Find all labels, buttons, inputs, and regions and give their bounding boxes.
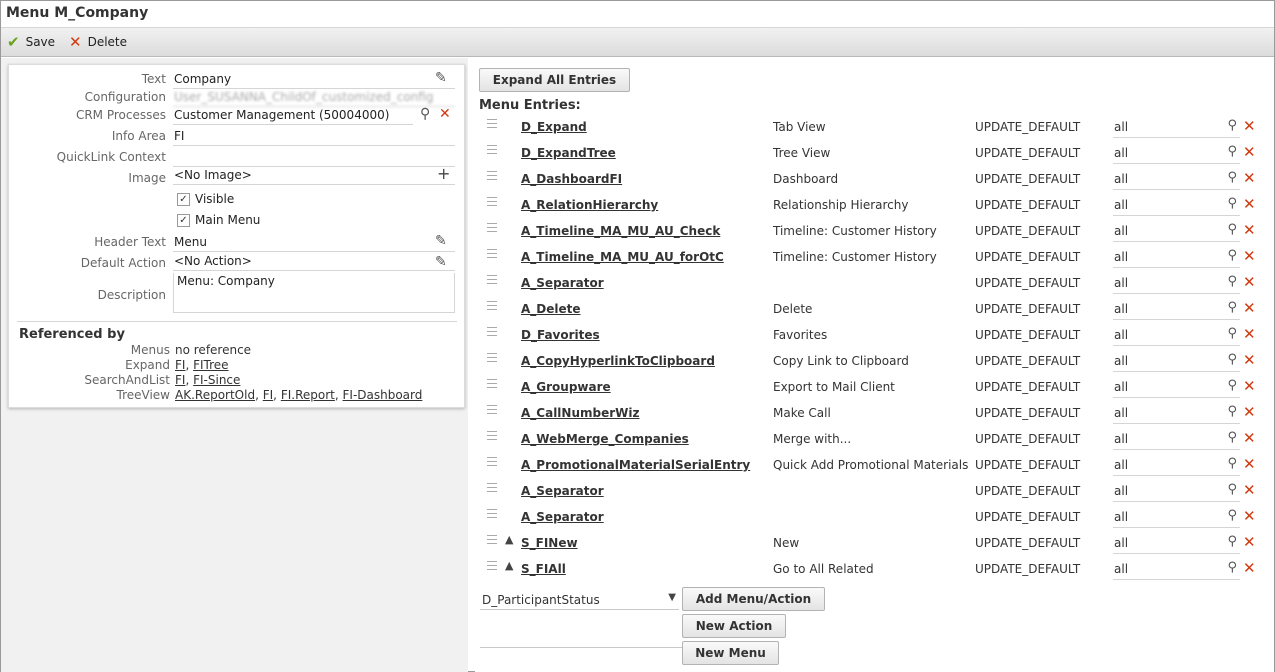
menu-entry-scope-field[interactable] (1113, 430, 1240, 450)
menu-entry-row (475, 532, 1274, 558)
menu-entry-label: Timeline: Customer History (773, 224, 937, 238)
close-icon[interactable]: ✕ (1243, 221, 1256, 239)
close-icon[interactable]: ✕ (1243, 117, 1256, 135)
menu-entry-name[interactable]: S_FIAll (521, 562, 566, 576)
new-menu-button[interactable]: New Menu (682, 641, 779, 665)
select-value: D_ParticipantStatus (482, 593, 600, 607)
search-icon[interactable]: ⚲ (1227, 248, 1237, 263)
menu-entry-row (475, 220, 1274, 246)
scope-value: all (1114, 562, 1129, 576)
drag-handle-icon[interactable] (487, 379, 497, 388)
drag-handle-icon[interactable] (487, 301, 497, 310)
scope-value: all (1114, 380, 1129, 394)
menu-entry-row (475, 272, 1274, 298)
scope-value: all (1114, 458, 1129, 472)
menu-entry-mode: UPDATE_DEFAULT (975, 354, 1081, 368)
ref-links: FI, FI-Since (175, 373, 241, 387)
checkbox-label: Main Menu (195, 213, 261, 227)
close-icon[interactable]: ✕ (1243, 351, 1256, 369)
menu-entry-label: Favorites (773, 328, 828, 342)
checkbox-check-icon: ✓ (177, 214, 190, 227)
crm-processes-field[interactable]: Customer Management (50004000) (173, 105, 413, 125)
pencil-icon[interactable]: ✎ (435, 233, 447, 249)
menu-entry-label: Go to All Related (773, 562, 874, 576)
field-label: Info Area (111, 129, 166, 143)
field-label: Header Text (94, 235, 166, 249)
menu-entry-scope-field[interactable] (1113, 222, 1240, 242)
new-action-button[interactable]: New Action (682, 614, 786, 638)
menu-entry-name[interactable]: A_Timeline_MA_MU_AU_forOtC (521, 250, 724, 264)
delete-button[interactable] (69, 34, 127, 50)
checkbox-check-icon: ✓ (177, 193, 190, 206)
menu-entry-name[interactable]: S_FINew (521, 536, 578, 550)
menu-entry-name[interactable]: A_RelationHierarchy (521, 198, 659, 212)
field-label: Image (128, 171, 166, 185)
field-quicklink-context (9, 147, 466, 167)
save-button[interactable] (7, 34, 55, 50)
scope-value: all (1114, 432, 1129, 446)
field-label: QuickLink Context (56, 150, 166, 164)
menu-entry-name[interactable]: D_Expand (521, 120, 587, 134)
ref-link[interactable]: FI-Since (193, 373, 241, 387)
close-icon[interactable]: ✕ (1243, 143, 1256, 161)
menu-entry-scope-field[interactable] (1113, 144, 1240, 164)
ref-link[interactable]: FI.Report (280, 388, 335, 402)
menu-entry-label: Quick Add Promotional Materials (773, 458, 969, 472)
search-icon[interactable]: ⚲ (1227, 534, 1237, 549)
menu-entry-mode: UPDATE_DEFAULT (975, 302, 1081, 316)
menu-entry-name[interactable]: A_WebMerge_Companies (521, 432, 689, 446)
close-icon[interactable]: ✕ (1243, 403, 1256, 421)
drag-handle-icon[interactable] (487, 119, 497, 128)
menu-entry-scope-field[interactable] (1113, 326, 1240, 346)
menu-entry-name[interactable]: A_DashboardFI (521, 172, 623, 186)
menu-entry-mode: UPDATE_DEFAULT (975, 146, 1081, 160)
menu-entry-mode: UPDATE_DEFAULT (975, 406, 1081, 420)
menu-entry-row (475, 506, 1274, 532)
menu-entry-label: New (773, 536, 800, 550)
search-icon[interactable]: ⚲ (1227, 430, 1237, 445)
search-icon[interactable]: ⚲ (420, 106, 431, 122)
field-info-area (9, 126, 466, 146)
menu-entry-mode: UPDATE_DEFAULT (975, 432, 1081, 446)
menu-entry-row (475, 350, 1274, 376)
menu-entry-label: Copy Link to Clipboard (773, 354, 909, 368)
menu-entry-label: Tab View (773, 120, 826, 134)
drag-handle-icon[interactable] (487, 145, 497, 154)
close-icon[interactable]: ✕ (1243, 273, 1256, 291)
menu-entry-name[interactable]: A_CallNumberWiz (521, 406, 640, 420)
close-icon[interactable]: ✕ (1243, 559, 1256, 577)
chevron-up-icon[interactable]: ▲ (505, 533, 514, 546)
close-icon[interactable]: ✕ (1243, 247, 1256, 265)
menu-entry-name[interactable]: A_Groupware (521, 380, 611, 394)
ref-link[interactable]: FI (175, 373, 186, 387)
field-label: Text (141, 72, 166, 86)
search-icon[interactable]: ⚲ (1227, 222, 1237, 237)
field-crm-processes (9, 105, 466, 125)
menu-entry-scope-field[interactable] (1113, 300, 1240, 320)
menu-entry-mode: UPDATE_DEFAULT (975, 536, 1081, 550)
menu-entry-scope-field[interactable] (1113, 482, 1240, 502)
search-icon[interactable]: ⚲ (1227, 196, 1237, 211)
menu-entry-label: Relationship Hierarchy (773, 198, 909, 212)
scope-value: all (1114, 302, 1129, 316)
menu-entry-label: Make Call (773, 406, 831, 420)
ref-treeview-row (9, 388, 466, 403)
close-icon[interactable]: ✕ (1243, 299, 1256, 317)
menu-entry-label: Delete (773, 302, 813, 316)
drag-handle-icon[interactable] (487, 535, 497, 544)
quicklink-context-field[interactable] (173, 147, 455, 167)
search-icon[interactable]: ⚲ (1227, 378, 1237, 393)
menu-entry-scope-field[interactable] (1113, 352, 1240, 372)
scope-value: all (1114, 406, 1129, 420)
menu-entry-row (475, 116, 1274, 142)
scope-value: all (1114, 510, 1129, 524)
search-icon[interactable]: ⚲ (1227, 352, 1237, 367)
field-image (9, 164, 466, 188)
close-icon[interactable]: ✕ (1243, 455, 1256, 473)
ref-label: SearchAndList (84, 373, 170, 387)
delete-label: Delete (87, 35, 128, 49)
menu-entry-mode: UPDATE_DEFAULT (975, 172, 1081, 186)
divider (17, 321, 457, 322)
drag-handle-icon[interactable] (487, 223, 497, 232)
menu-entry-name[interactable]: A_Timeline_MA_MU_AU_Check (521, 224, 721, 238)
ref-link[interactable]: AK.ReportOld (175, 388, 256, 402)
menu-entry-mode: UPDATE_DEFAULT (975, 510, 1081, 524)
scope-value: all (1114, 354, 1129, 368)
scope-value: all (1114, 484, 1129, 498)
scope-value: all (1114, 224, 1129, 238)
field-label: Default Action (80, 256, 166, 270)
ref-link[interactable]: FI (262, 388, 274, 402)
chevron-down-icon: ▼ (668, 592, 676, 603)
scope-value: all (1114, 146, 1129, 160)
search-icon[interactable]: ⚲ (1227, 170, 1237, 185)
menu-entry-name[interactable]: D_Favorites (521, 328, 600, 342)
menu-entry-mode: UPDATE_DEFAULT (975, 198, 1081, 212)
menu-entry-scope-field[interactable] (1113, 508, 1240, 528)
configuration-field: User_SUSANNA_ChildOf_customized_config (173, 87, 455, 107)
pencil-icon[interactable]: ✎ (435, 70, 447, 86)
menu-entry-mode: UPDATE_DEFAULT (975, 224, 1081, 238)
search-icon[interactable]: ⚲ (1227, 482, 1237, 497)
toolbar (1, 28, 1274, 57)
pencil-icon[interactable]: ✎ (435, 254, 447, 270)
close-icon[interactable]: ✕ (1243, 325, 1256, 343)
menu-entries-panel (475, 64, 1274, 672)
info-area-field[interactable]: FI (173, 126, 455, 146)
main-menu-checkbox[interactable] (177, 212, 260, 228)
menu-entry-label: Export to Mail Client (773, 380, 895, 394)
menu-entry-scope-field[interactable] (1113, 248, 1240, 268)
menu-entry-scope-field[interactable] (1113, 456, 1240, 476)
menu-entry-scope-field[interactable] (1113, 274, 1240, 294)
window-title: Menu M_Company (6, 5, 149, 21)
menu-entry-name[interactable]: A_PromotionalMaterialSerialEntry (521, 458, 751, 472)
scope-value: all (1114, 250, 1129, 264)
header-text-field[interactable]: Menu (173, 232, 455, 252)
ref-expand-row (9, 358, 466, 373)
drag-handle-icon[interactable] (487, 275, 497, 284)
scope-value: all (1114, 536, 1129, 550)
menu-entry-scope-field[interactable] (1113, 404, 1240, 424)
drag-handle-icon[interactable] (487, 483, 497, 492)
menu-entry-scope-field[interactable] (1113, 196, 1240, 216)
ref-label: Menus (130, 343, 170, 357)
scope-value: all (1114, 198, 1129, 212)
menu-entry-row (475, 454, 1274, 480)
menu-entry-row (475, 428, 1274, 454)
field-label: Description (97, 288, 166, 302)
menu-entry-scope-field[interactable] (1113, 560, 1240, 580)
close-icon[interactable]: ✕ (1243, 429, 1256, 447)
search-icon[interactable]: ⚲ (1227, 326, 1237, 341)
menu-entry-mode: UPDATE_DEFAULT (975, 380, 1081, 394)
menu-entry-row (475, 168, 1274, 194)
menu-entry-name[interactable]: A_Separator (521, 276, 604, 290)
search-icon[interactable]: ⚲ (1227, 118, 1237, 133)
menu-entry-scope-field[interactable] (1113, 534, 1240, 554)
menu-entry-mode: UPDATE_DEFAULT (975, 458, 1081, 472)
field-configuration (9, 87, 466, 107)
expand-all-button[interactable]: Expand All Entries (479, 68, 630, 92)
close-icon: ✕ (69, 32, 82, 51)
scope-value: all (1114, 120, 1129, 134)
ref-link[interactable]: FITree (193, 358, 229, 372)
ref-link[interactable]: FI (175, 358, 186, 372)
menu-entry-mode: UPDATE_DEFAULT (975, 562, 1081, 576)
search-icon[interactable]: ⚲ (1227, 560, 1237, 575)
image-field[interactable]: <No Image> (173, 165, 455, 185)
menu-entry-mode: UPDATE_DEFAULT (975, 276, 1081, 290)
menu-entry-name[interactable]: A_Delete (521, 302, 581, 316)
menu-entry-mode: UPDATE_DEFAULT (975, 120, 1081, 134)
scope-value: all (1114, 276, 1129, 290)
close-icon[interactable]: ✕ (1243, 533, 1256, 551)
ref-label: TreeView (116, 388, 170, 402)
menu-entry-row (475, 324, 1274, 350)
menu-entry-row (475, 558, 1274, 584)
ref-label: Expand (125, 358, 170, 372)
menu-entry-scope-field[interactable] (1113, 118, 1240, 138)
close-icon[interactable]: ✕ (1243, 169, 1256, 187)
ref-links: FI, FITree (175, 358, 229, 372)
text-field[interactable]: Company (173, 69, 455, 89)
close-icon[interactable]: ✕ (1243, 195, 1256, 213)
drag-handle-icon[interactable] (487, 509, 497, 518)
field-label: CRM Processes (75, 108, 166, 122)
menu-entry-row (475, 142, 1274, 168)
search-icon[interactable]: ⚲ (1227, 300, 1237, 315)
close-icon[interactable]: ✕ (1243, 481, 1256, 499)
drag-handle-icon[interactable] (487, 353, 497, 362)
field-text (9, 69, 466, 89)
chevron-up-icon[interactable]: ▲ (505, 559, 514, 572)
close-icon[interactable]: ✕ (439, 106, 451, 122)
drag-handle-icon[interactable] (487, 405, 497, 414)
ref-links: AK.ReportOld, FI, FI.Report, FI-Dashboard (175, 388, 423, 402)
close-icon[interactable]: ✕ (1243, 377, 1256, 395)
save-label: Save (25, 35, 56, 49)
close-icon[interactable]: ✕ (1243, 507, 1256, 525)
menu-entry-mode: UPDATE_DEFAULT (975, 250, 1081, 264)
divider (480, 647, 683, 648)
menu-entry-mode: UPDATE_DEFAULT (975, 484, 1081, 498)
menu-entry-name[interactable]: A_Separator (521, 484, 604, 498)
search-icon[interactable]: ⚲ (1227, 144, 1237, 159)
ref-searchandlist-row (9, 373, 466, 388)
menu-entry-scope-field[interactable] (1113, 378, 1240, 398)
scope-value: all (1114, 328, 1129, 342)
menu-entry-name[interactable]: A_Separator (521, 510, 604, 524)
drag-handle-icon[interactable] (487, 561, 497, 570)
menu-entry-label: Tree View (773, 146, 831, 160)
search-icon[interactable]: ⚲ (1227, 456, 1237, 471)
menu-action-select[interactable] (480, 590, 679, 610)
drag-handle-icon[interactable] (487, 457, 497, 466)
menu-entry-row (475, 246, 1274, 272)
menu-entry-row (475, 194, 1274, 220)
drag-handle-icon[interactable] (487, 171, 497, 180)
ref-link[interactable]: FI-Dashboard (342, 388, 423, 402)
menu-entry-row (475, 402, 1274, 428)
menu-entry-label: Dashboard (773, 172, 839, 186)
menu-entry-label: Merge with... (773, 432, 852, 446)
default-action-field[interactable]: <No Action> (173, 251, 455, 271)
menu-entry-row (475, 298, 1274, 324)
add-menu-action-button[interactable]: Add Menu/Action (682, 587, 825, 611)
search-icon[interactable]: ⚲ (1227, 508, 1237, 523)
checkmark-icon: ✔ (7, 32, 20, 51)
menu-entry-name[interactable]: A_CopyHyperlinkToClipboard (521, 354, 715, 368)
menu-entry-row (475, 480, 1274, 506)
drag-handle-icon[interactable] (487, 327, 497, 336)
menu-entry-scope-field[interactable] (1113, 170, 1240, 190)
visible-checkbox[interactable] (177, 191, 234, 207)
plus-icon[interactable]: + (437, 164, 451, 183)
drag-handle-icon[interactable] (487, 431, 497, 440)
menu-entry-mode: UPDATE_DEFAULT (975, 328, 1081, 342)
field-label: Configuration (84, 90, 166, 104)
checkbox-label: Visible (195, 192, 235, 206)
description-textarea[interactable]: Menu: Company (173, 273, 455, 313)
search-icon[interactable]: ⚲ (1227, 274, 1237, 289)
title-bar (1, 1, 1274, 28)
menu-entry-name[interactable]: D_ExpandTree (521, 146, 616, 160)
menu-entry-label: Timeline: Customer History (773, 250, 937, 264)
ref-value: no reference (175, 343, 252, 357)
menu-entries-heading: Menu Entries: (479, 98, 581, 113)
drag-handle-icon[interactable] (487, 197, 497, 206)
ref-menus-row (9, 343, 466, 358)
referenced-by-heading: Referenced by (19, 327, 125, 342)
scope-value: all (1114, 172, 1129, 186)
properties-panel (8, 64, 465, 408)
field-default-action (9, 253, 466, 273)
drag-handle-icon[interactable] (487, 249, 497, 258)
field-header-text (9, 232, 466, 252)
search-icon[interactable]: ⚲ (1227, 404, 1237, 419)
menu-entry-row (475, 376, 1274, 402)
